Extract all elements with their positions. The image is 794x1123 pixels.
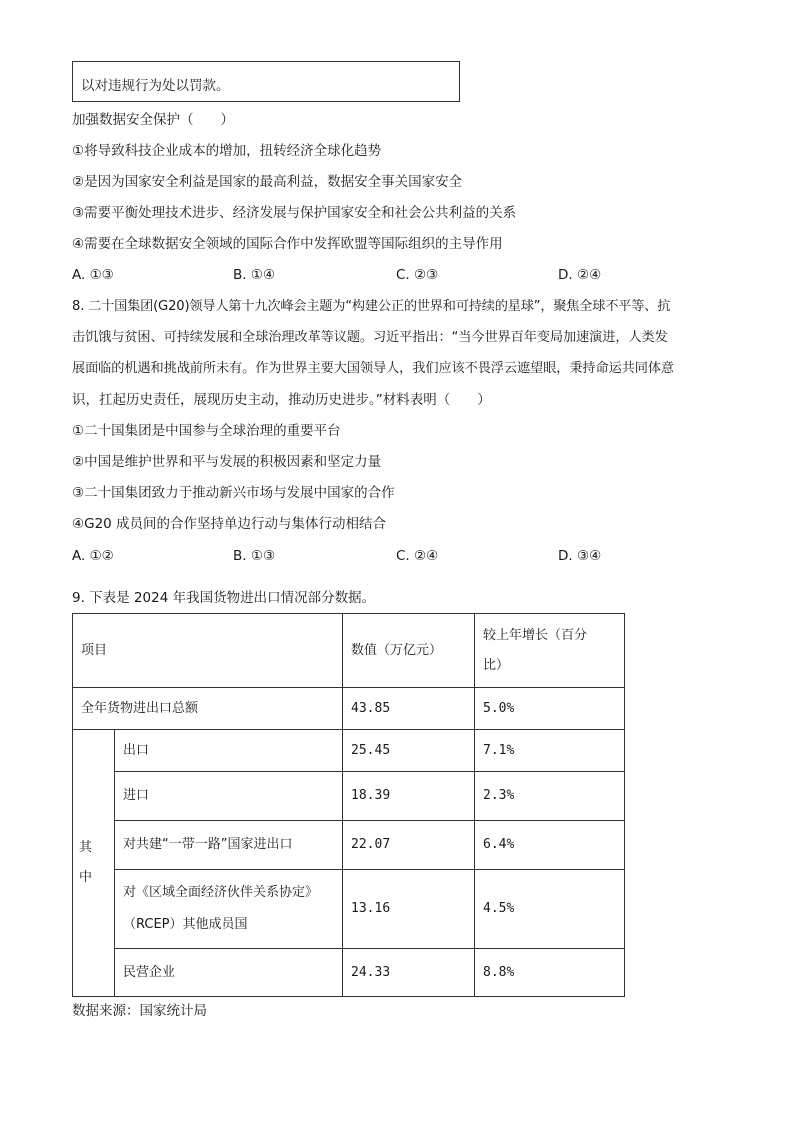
q7-statement-1: ①将导致科技企业成本的增加，扭转经济全球化趋势 — [72, 143, 382, 159]
q8-statement-2: ②中国是维护世界和平与发展的积极因素和坚定力量 — [72, 454, 382, 470]
row-rcep-label — [115, 870, 343, 949]
q7-option-a: A. ①③ — [72, 267, 114, 283]
q7-option-c: C. ②③ — [396, 267, 439, 283]
table-row — [73, 821, 625, 870]
q8-stem-line-1: 8. 二十国集团(G20)领导人第十九次峰会主题为“构建公正的世界和可持续的星球”，聚焦全球不平等、抗 — [72, 299, 671, 314]
row-import-growth: 2.3% — [475, 772, 625, 821]
group-label-qizhong — [73, 730, 115, 997]
q8-statement-1: ①二十国集团是中国参与全球治理的重要平台 — [72, 423, 341, 439]
q7-statement-3: ③需要平衡处理技术进步、经济发展与保护国家安全和社会公共利益的关系 — [72, 205, 517, 221]
q8-stem-line-2: 击饥饿与贫困、可持续发展和全球治理改革等议题。习近平指出：“当今世界百年变局加速演进，人类发 — [72, 330, 668, 345]
q8-statement-4: ④G20 成员间的合作坚持单边行动与集体行动相结合 — [72, 516, 387, 532]
trade-data-table — [72, 613, 625, 997]
row-total-growth: 5.0% — [475, 688, 625, 730]
row-total-label: 全年货物进出口总额 — [73, 688, 343, 730]
row-rcep-label-line-1: 对《区域全面经济伙伴关系协定》 — [123, 885, 319, 900]
row-rcep-value: 13.16 — [343, 870, 475, 949]
group-label-char-1: 其 — [79, 840, 93, 855]
header-item: 项目 — [73, 614, 343, 688]
row-belt-road-growth: 6.4% — [475, 821, 625, 870]
row-import-label: 进口 — [115, 772, 343, 821]
table-row — [73, 949, 625, 997]
group-label-char-2: 中 — [79, 870, 93, 885]
q9-stem: 9. 下表是 2024 年我国货物进出口情况部分数据。 — [72, 590, 376, 606]
q8-stem-line-4: 识，扛起历史责任，展现历史主动，推动历史进步。”材料表明（ ） — [72, 392, 491, 408]
row-private-growth: 8.8% — [475, 949, 625, 997]
q7-statement-2: ②是因为国家安全利益是国家的最高利益，数据安全事关国家安全 — [72, 174, 463, 190]
row-private-value: 24.33 — [343, 949, 475, 997]
row-private-label: 民营企业 — [115, 949, 343, 997]
row-total-value: 43.85 — [343, 688, 475, 730]
row-rcep-growth: 4.5% — [475, 870, 625, 949]
boxed-text: 以对违规行为处以罚款。 — [81, 78, 230, 94]
row-import-value: 18.39 — [343, 772, 475, 821]
q7-option-d: D. ②④ — [558, 267, 602, 283]
row-rcep-label-line-2: （RCEP）其他成员国 — [123, 917, 248, 932]
header-growth — [475, 614, 625, 688]
table-row — [73, 772, 625, 821]
header-growth-line-2: 比） — [483, 657, 510, 673]
q8-stem-line-3: 展面临的机遇和挑战前所未有。作为世界主要大国领导人，我们应该不畏浮云遮望眼，秉持命运共同体意 — [72, 361, 675, 376]
table-row — [73, 870, 625, 949]
boxed-text-frame — [72, 61, 460, 102]
row-export-growth: 7.1% — [475, 730, 625, 772]
table-row — [73, 688, 625, 730]
header-growth-line-1: 较上年增长（百分 — [483, 627, 588, 643]
row-export-label: 出口 — [115, 730, 343, 772]
q8-option-a: A. ①② — [72, 548, 114, 564]
q7-statement-4: ④需要在全球数据安全领域的国际合作中发挥欧盟等国际组织的主导作用 — [72, 236, 503, 252]
header-value: 数值（万亿元） — [343, 614, 475, 688]
q7-option-b: B. ①④ — [233, 267, 276, 283]
q8-statement-3: ③二十国集团致力于推动新兴市场与发展中国家的合作 — [72, 485, 395, 501]
q8-option-c: C. ②④ — [396, 548, 439, 564]
row-export-value: 25.45 — [343, 730, 475, 772]
data-source-note: 数据来源：国家统计局 — [72, 1003, 207, 1019]
table-row — [73, 730, 625, 772]
table-header-row — [73, 614, 625, 688]
row-belt-road-label: 对共建“一带一路”国家进出口 — [115, 821, 343, 870]
q7-stem: 加强数据安全保护（ ） — [72, 112, 234, 128]
row-belt-road-value: 22.07 — [343, 821, 475, 870]
q8-option-d: D. ③④ — [558, 548, 602, 564]
q8-option-b: B. ①③ — [233, 548, 276, 564]
